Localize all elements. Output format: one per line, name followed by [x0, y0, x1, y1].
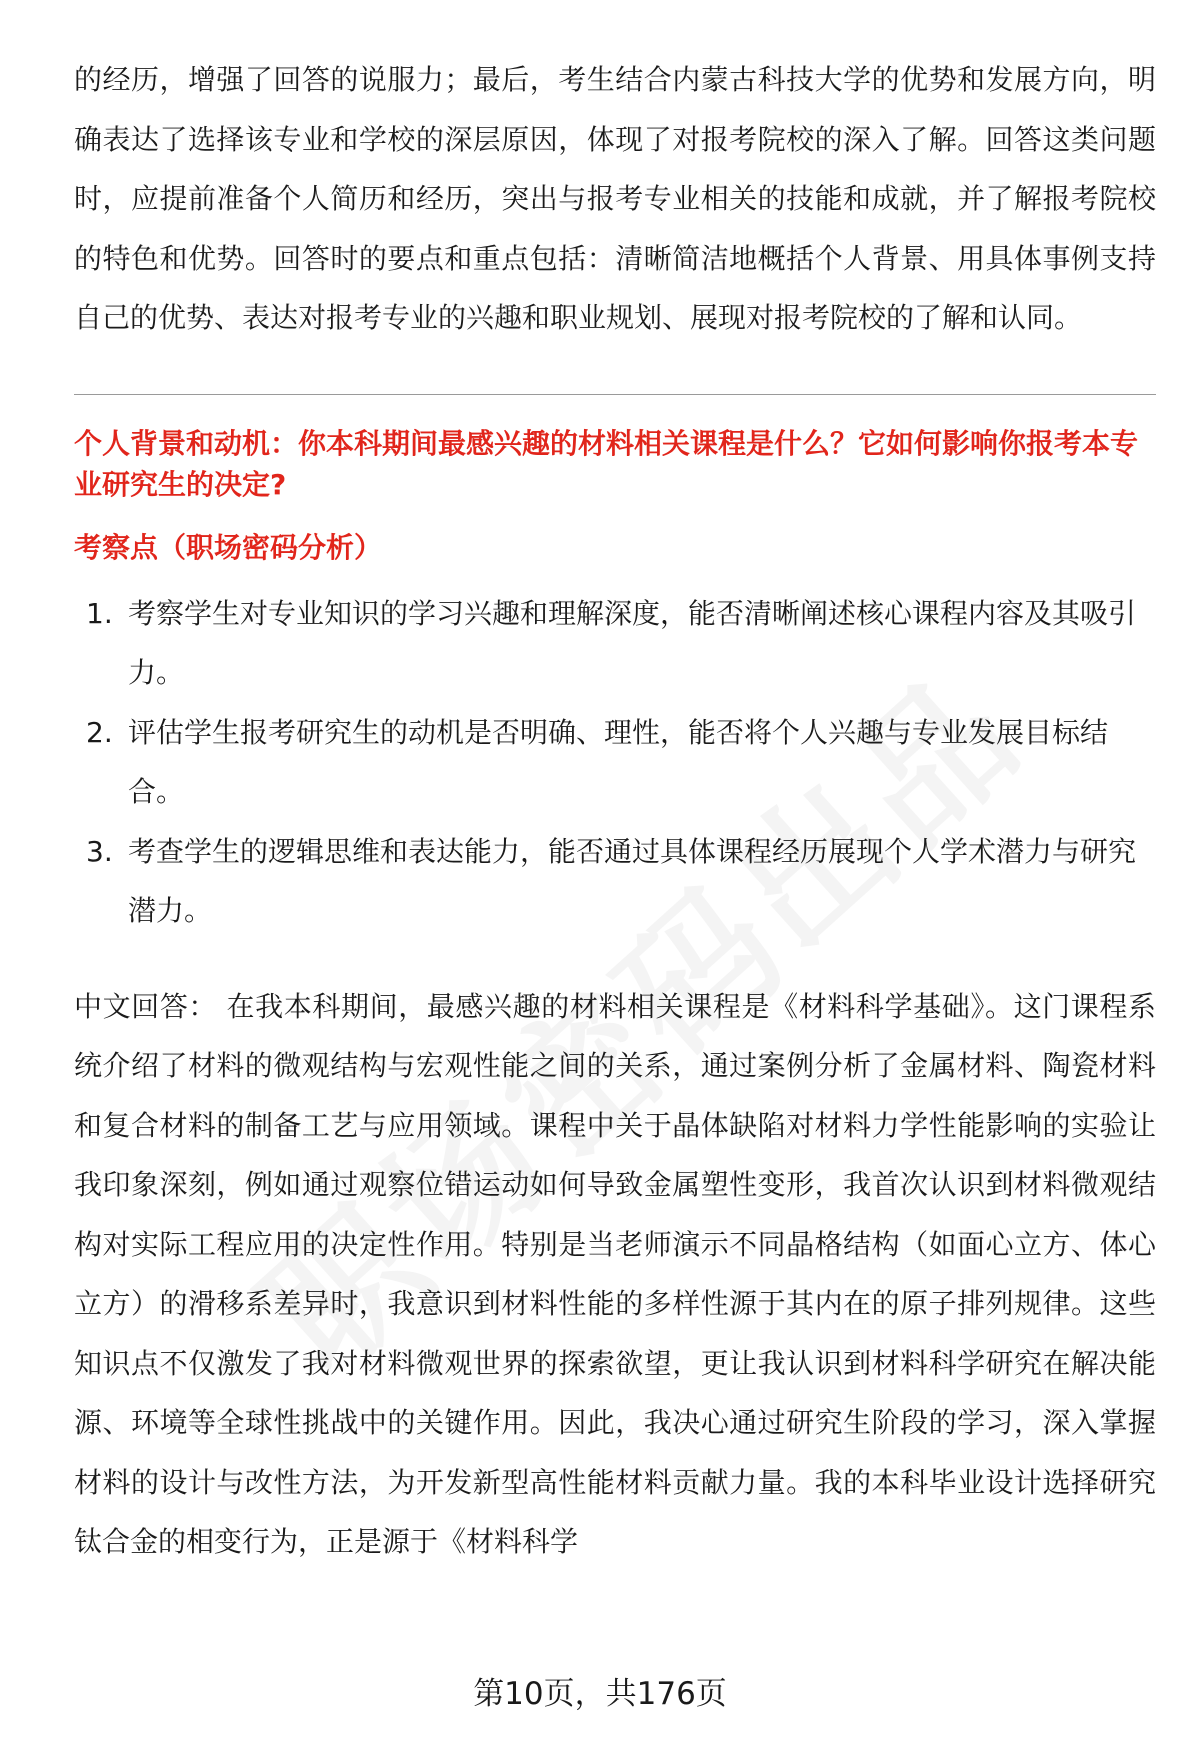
list-item-text: 考察学生对专业知识的学习兴趣和理解深度，能否清晰阐述核心课程内容及其吸引力。: [128, 596, 1137, 689]
list-item: [74, 703, 1156, 822]
list-item: [74, 584, 1156, 703]
answer-paragraph: 中文回答： 在我本科期间，最感兴趣的材料相关课程是《材料科学基础》。这门课程系统介绍了材料的微观结构与宏观性能之间的关系，通过案例分析了金属材料、陶瓷材料和复合材料的制备工艺与应用领域。课程中关于晶体缺陷对材料力学性能影响的实验让我印象深刻，例如通过观察位错运动如何导致金属塑性变形，我首次认识到材料微观结构对实际工程应用的决定性作用。特别是当老师演示不同晶格结构（如面心立方、体心立方）的滑移系差异时，我意识到材料性能的多样性源于其内在的原子排列规律。这些知识点不仅激发了我对材料微观世界的探索欲望，更让我认识到材料科学研究在解决能源、环境等全球性挑战中的关键作用。因此，我决心通过研究生阶段的学习，深入掌握材料的设计与改性方法，为开发新型高性能材料贡献力量。我的本科毕业设计选择研究钛合金的相变行为，正是源于《材料科学: [74, 989, 1156, 1558]
intro-paragraph: 的经历，增强了回答的说服力；最后，考生结合内蒙古科技大学的优势和发展方向，明确表达了选择该专业和学校的深层原因，体现了对报考院校的深入了解。回答这类问题时，应提前准备个人简历和经历，突出与报考专业相关的技能和成就，并了解报考院校的特色和优势。回答时的要点和重点包括：清晰简洁地概括个人背景、用具体事例支持自己的优势、表达对报考专业的兴趣和职业规划、展现对报考院校的了解和认同。: [74, 63, 1156, 334]
list-item: [74, 822, 1156, 941]
list-number: 2.: [86, 715, 113, 749]
list-item-text: 考查学生的逻辑思维和表达能力，能否通过具体课程经历展现个人学术潜力与研究潜力。: [128, 834, 1137, 927]
section-divider: [74, 394, 1156, 395]
list-item-text: 评估学生报考研究生的动机是否明确、理性，能否将个人兴趣与专业发展目标结合。: [128, 715, 1109, 808]
question-heading: 个人背景和动机：你本科期间最感兴趣的材料相关课程是什么？它如何影响你报考本专业研究生的决定?: [74, 426, 1139, 501]
list-number: 1.: [86, 596, 113, 630]
page-content: [74, 50, 1156, 1572]
page-footer: 第10页，共176页: [473, 1676, 727, 1712]
list-number: 3.: [86, 834, 113, 868]
section-title: 考察点（职场密码分析）: [74, 530, 383, 564]
points-list: [74, 584, 1156, 941]
